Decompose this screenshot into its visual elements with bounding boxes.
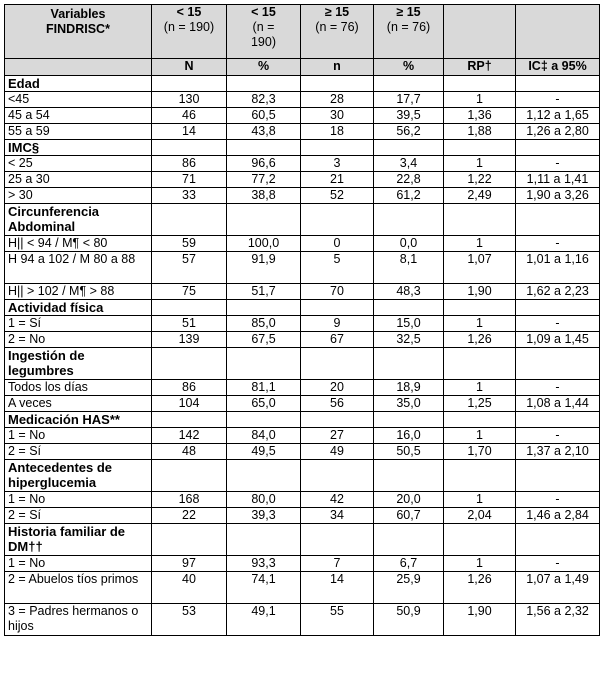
row-value: 51 [152, 316, 227, 332]
row-label: 1 = No [5, 556, 152, 572]
row-value: 1 [444, 556, 516, 572]
row-value: 43,8 [227, 124, 301, 140]
section-empty-cell [301, 140, 374, 156]
section-empty-cell [301, 348, 374, 380]
subheader-row [5, 59, 600, 76]
section-empty-cell [444, 300, 516, 316]
section-empty-cell [374, 412, 444, 428]
header-col1 [152, 5, 227, 59]
row-value: 1,37 a 2,10 [516, 444, 600, 460]
row-value: 42 [301, 492, 374, 508]
section-title: Actividad física [5, 300, 152, 316]
row-value: 0,0 [374, 236, 444, 252]
header-col3-line1: ≥ 15 [324, 5, 350, 19]
row-value: 61,2 [374, 188, 444, 204]
table-row [5, 236, 600, 252]
row-value: 1,62 a 2,23 [516, 284, 600, 300]
row-value: 50,5 [374, 444, 444, 460]
row-value: 60,7 [374, 508, 444, 524]
row-value: 9 [301, 316, 374, 332]
row-value: 1,12 a 1,65 [516, 108, 600, 124]
row-value: 75 [152, 284, 227, 300]
row-value: 71 [152, 172, 227, 188]
table-row [5, 508, 600, 524]
row-value: 1,70 [444, 444, 516, 460]
row-value: 86 [152, 380, 227, 396]
section-empty-cell [444, 140, 516, 156]
row-label: H|| > 102 / M¶ > 88 [5, 284, 152, 300]
row-value: 100,0 [227, 236, 301, 252]
row-label: 3 = Padres hermanos o hijos [5, 604, 152, 636]
row-label: < 25 [5, 156, 152, 172]
row-value: 5 [301, 252, 374, 284]
row-value: 67 [301, 332, 374, 348]
row-value: 1,22 [444, 172, 516, 188]
header-col1-line2: (n = 190) [163, 20, 215, 34]
section-title: Edad [5, 76, 152, 92]
row-value: 1,56 a 2,32 [516, 604, 600, 636]
section-empty-cell [152, 412, 227, 428]
section-empty-cell [227, 76, 301, 92]
row-value: - [516, 492, 600, 508]
row-value: 52 [301, 188, 374, 204]
section-empty-cell [227, 524, 301, 556]
row-label: > 30 [5, 188, 152, 204]
header-col2-line3: 190) [250, 35, 277, 49]
row-label: 1 = Sí [5, 316, 152, 332]
section-empty-cell [374, 524, 444, 556]
row-value: 1,46 a 2,84 [516, 508, 600, 524]
row-value: 56,2 [374, 124, 444, 140]
section-row [5, 140, 600, 156]
row-label: 1 = No [5, 492, 152, 508]
header-col4 [374, 5, 444, 59]
row-value: 1,88 [444, 124, 516, 140]
subheader-cell: % [374, 59, 444, 76]
section-empty-cell [227, 140, 301, 156]
row-label: H|| < 94 / M¶ < 80 [5, 236, 152, 252]
section-empty-cell [374, 348, 444, 380]
row-value: 18,9 [374, 380, 444, 396]
row-value: 38,8 [227, 188, 301, 204]
section-empty-cell [374, 300, 444, 316]
row-label: <45 [5, 92, 152, 108]
section-empty-cell [227, 204, 301, 236]
row-value: 3,4 [374, 156, 444, 172]
row-label: 2 = Sí [5, 444, 152, 460]
row-value: 142 [152, 428, 227, 444]
section-empty-cell [516, 524, 600, 556]
row-value: - [516, 556, 600, 572]
section-title: Ingestión de legumbres [5, 348, 152, 380]
row-value: 15,0 [374, 316, 444, 332]
row-value: - [516, 316, 600, 332]
header-col1-line1: < 15 [176, 5, 202, 19]
section-empty-cell [374, 460, 444, 492]
row-value: 25,9 [374, 572, 444, 604]
section-row [5, 412, 600, 428]
row-value: 1 [444, 92, 516, 108]
row-value: 46 [152, 108, 227, 124]
section-title: Antecedentes de hiperglucemia [5, 460, 152, 492]
subheader-cell: IC‡ a 95% [516, 59, 600, 76]
row-value: 1,26 a 2,80 [516, 124, 600, 140]
row-value: 67,5 [227, 332, 301, 348]
row-value: 30 [301, 108, 374, 124]
row-value: 65,0 [227, 396, 301, 412]
row-label: 2 = Abuelos tíos primos [5, 572, 152, 604]
header-col4-line2: (n = 76) [386, 20, 431, 34]
header-col2-line2: (n = [252, 20, 275, 34]
row-value: 18 [301, 124, 374, 140]
row-label: Todos los días [5, 380, 152, 396]
section-empty-cell [152, 300, 227, 316]
section-row [5, 76, 600, 92]
table-row [5, 572, 600, 604]
subheader-cell: RP† [444, 59, 516, 76]
section-empty-cell [301, 412, 374, 428]
row-value: 50,9 [374, 604, 444, 636]
row-value: 35,0 [374, 396, 444, 412]
section-empty-cell [516, 76, 600, 92]
section-empty-cell [444, 412, 516, 428]
row-value: 1,11 a 1,41 [516, 172, 600, 188]
row-value: 17,7 [374, 92, 444, 108]
row-value: 1,26 [444, 332, 516, 348]
row-value: 1 [444, 156, 516, 172]
row-value: 39,3 [227, 508, 301, 524]
row-value: - [516, 428, 600, 444]
header-row [5, 5, 600, 59]
row-value: 86 [152, 156, 227, 172]
section-empty-cell [444, 348, 516, 380]
table-row [5, 604, 600, 636]
row-label: H 94 a 102 / M 80 a 88 [5, 252, 152, 284]
findrisc-table [4, 4, 600, 636]
row-value: 1 [444, 236, 516, 252]
subheader-cell: % [227, 59, 301, 76]
section-empty-cell [301, 76, 374, 92]
header-col3 [301, 5, 374, 59]
row-value: 1,36 [444, 108, 516, 124]
row-value: 1,01 a 1,16 [516, 252, 600, 284]
section-empty-cell [516, 140, 600, 156]
section-empty-cell [301, 204, 374, 236]
section-empty-cell [152, 348, 227, 380]
row-value: 53 [152, 604, 227, 636]
section-empty-cell [227, 460, 301, 492]
section-empty-cell [152, 204, 227, 236]
table-row [5, 492, 600, 508]
table-row [5, 252, 600, 284]
row-value: 168 [152, 492, 227, 508]
header-col5 [444, 5, 516, 59]
row-value: - [516, 236, 600, 252]
section-empty-cell [516, 348, 600, 380]
row-value: 85,0 [227, 316, 301, 332]
row-value: 14 [152, 124, 227, 140]
row-value: 1 [444, 316, 516, 332]
row-value: 3 [301, 156, 374, 172]
row-value: 59 [152, 236, 227, 252]
header-variables [5, 5, 152, 59]
row-value: 1,90 [444, 284, 516, 300]
section-row [5, 524, 600, 556]
row-value: 40 [152, 572, 227, 604]
section-title: Circunferencia Abdominal [5, 204, 152, 236]
row-value: 22 [152, 508, 227, 524]
table-row [5, 284, 600, 300]
row-value: 130 [152, 92, 227, 108]
header-col2 [227, 5, 301, 59]
table-row [5, 316, 600, 332]
row-value: 91,9 [227, 252, 301, 284]
row-value: 49,5 [227, 444, 301, 460]
row-value: 16,0 [374, 428, 444, 444]
row-value: 27 [301, 428, 374, 444]
section-empty-cell [301, 460, 374, 492]
subheader-cell: n [301, 59, 374, 76]
section-empty-cell [516, 204, 600, 236]
section-title: Medicación HAS** [5, 412, 152, 428]
row-label: 55 a 59 [5, 124, 152, 140]
row-label: 1 = No [5, 428, 152, 444]
section-empty-cell [444, 76, 516, 92]
section-empty-cell [301, 300, 374, 316]
row-value: 97 [152, 556, 227, 572]
table-row [5, 172, 600, 188]
row-value: 1,09 a 1,45 [516, 332, 600, 348]
row-value: 48,3 [374, 284, 444, 300]
section-empty-cell [516, 300, 600, 316]
row-value: 96,6 [227, 156, 301, 172]
row-label: 2 = Sí [5, 508, 152, 524]
section-empty-cell [516, 412, 600, 428]
row-value: 82,3 [227, 92, 301, 108]
section-empty-cell [516, 460, 600, 492]
table-row [5, 108, 600, 124]
row-value: 49,1 [227, 604, 301, 636]
table-row [5, 396, 600, 412]
row-value: 77,2 [227, 172, 301, 188]
row-value: 2,49 [444, 188, 516, 204]
subheader-cell: N [152, 59, 227, 76]
row-value: 20,0 [374, 492, 444, 508]
table-row [5, 380, 600, 396]
row-value: 81,1 [227, 380, 301, 396]
section-empty-cell [444, 524, 516, 556]
row-label: A veces [5, 396, 152, 412]
row-value: 8,1 [374, 252, 444, 284]
row-label: 2 = No [5, 332, 152, 348]
header-col6 [516, 5, 600, 59]
section-title: Historia familiar de DM†† [5, 524, 152, 556]
row-value: 55 [301, 604, 374, 636]
table-row [5, 188, 600, 204]
section-title: IMC§ [5, 140, 152, 156]
header-variables-line1: Variables [50, 7, 106, 21]
row-value: 1,26 [444, 572, 516, 604]
row-value: 1,25 [444, 396, 516, 412]
section-empty-cell [152, 140, 227, 156]
row-value: 1,90 [444, 604, 516, 636]
header-variables-line2: FINDRISC* [46, 22, 110, 36]
section-empty-cell [152, 460, 227, 492]
section-empty-cell [374, 204, 444, 236]
row-value: 51,7 [227, 284, 301, 300]
row-value: 80,0 [227, 492, 301, 508]
row-value: 39,5 [374, 108, 444, 124]
section-empty-cell [374, 140, 444, 156]
table-row [5, 332, 600, 348]
row-value: - [516, 92, 600, 108]
section-empty-cell [444, 204, 516, 236]
header-col4-line1: ≥ 15 [396, 5, 421, 19]
row-value: 28 [301, 92, 374, 108]
section-empty-cell [301, 524, 374, 556]
row-value: 22,8 [374, 172, 444, 188]
row-value: 7 [301, 556, 374, 572]
row-value: 104 [152, 396, 227, 412]
table-row [5, 444, 600, 460]
row-value: 57 [152, 252, 227, 284]
row-value: 74,1 [227, 572, 301, 604]
table-row [5, 92, 600, 108]
row-value: 1,08 a 1,44 [516, 396, 600, 412]
row-value: 2,04 [444, 508, 516, 524]
table-row [5, 556, 600, 572]
section-row [5, 300, 600, 316]
row-value: 1,90 a 3,26 [516, 188, 600, 204]
section-empty-cell [152, 524, 227, 556]
section-empty-cell [444, 460, 516, 492]
row-value: - [516, 380, 600, 396]
row-value: 14 [301, 572, 374, 604]
row-value: 1 [444, 428, 516, 444]
section-empty-cell [227, 348, 301, 380]
row-value: 1,07 a 1,49 [516, 572, 600, 604]
row-value: 20 [301, 380, 374, 396]
row-value: 93,3 [227, 556, 301, 572]
table-row [5, 156, 600, 172]
subheader-cell [5, 59, 152, 76]
row-value: - [516, 156, 600, 172]
row-value: 1 [444, 492, 516, 508]
header-col2-line1: < 15 [251, 5, 276, 19]
row-value: 1,07 [444, 252, 516, 284]
row-value: 49 [301, 444, 374, 460]
row-value: 32,5 [374, 332, 444, 348]
row-value: 21 [301, 172, 374, 188]
row-value: 34 [301, 508, 374, 524]
section-row [5, 460, 600, 492]
row-value: 1 [444, 380, 516, 396]
row-value: 84,0 [227, 428, 301, 444]
section-empty-cell [152, 76, 227, 92]
row-value: 60,5 [227, 108, 301, 124]
section-empty-cell [227, 300, 301, 316]
row-label: 45 a 54 [5, 108, 152, 124]
row-value: 6,7 [374, 556, 444, 572]
row-value: 48 [152, 444, 227, 460]
row-value: 70 [301, 284, 374, 300]
row-value: 56 [301, 396, 374, 412]
section-row [5, 204, 600, 236]
row-value: 139 [152, 332, 227, 348]
table-row [5, 124, 600, 140]
table-row [5, 428, 600, 444]
header-col3-line2: (n = 76) [315, 20, 359, 34]
section-row [5, 348, 600, 380]
row-value: 0 [301, 236, 374, 252]
section-empty-cell [227, 412, 301, 428]
section-empty-cell [374, 76, 444, 92]
row-value: 33 [152, 188, 227, 204]
row-label: 25 a 30 [5, 172, 152, 188]
